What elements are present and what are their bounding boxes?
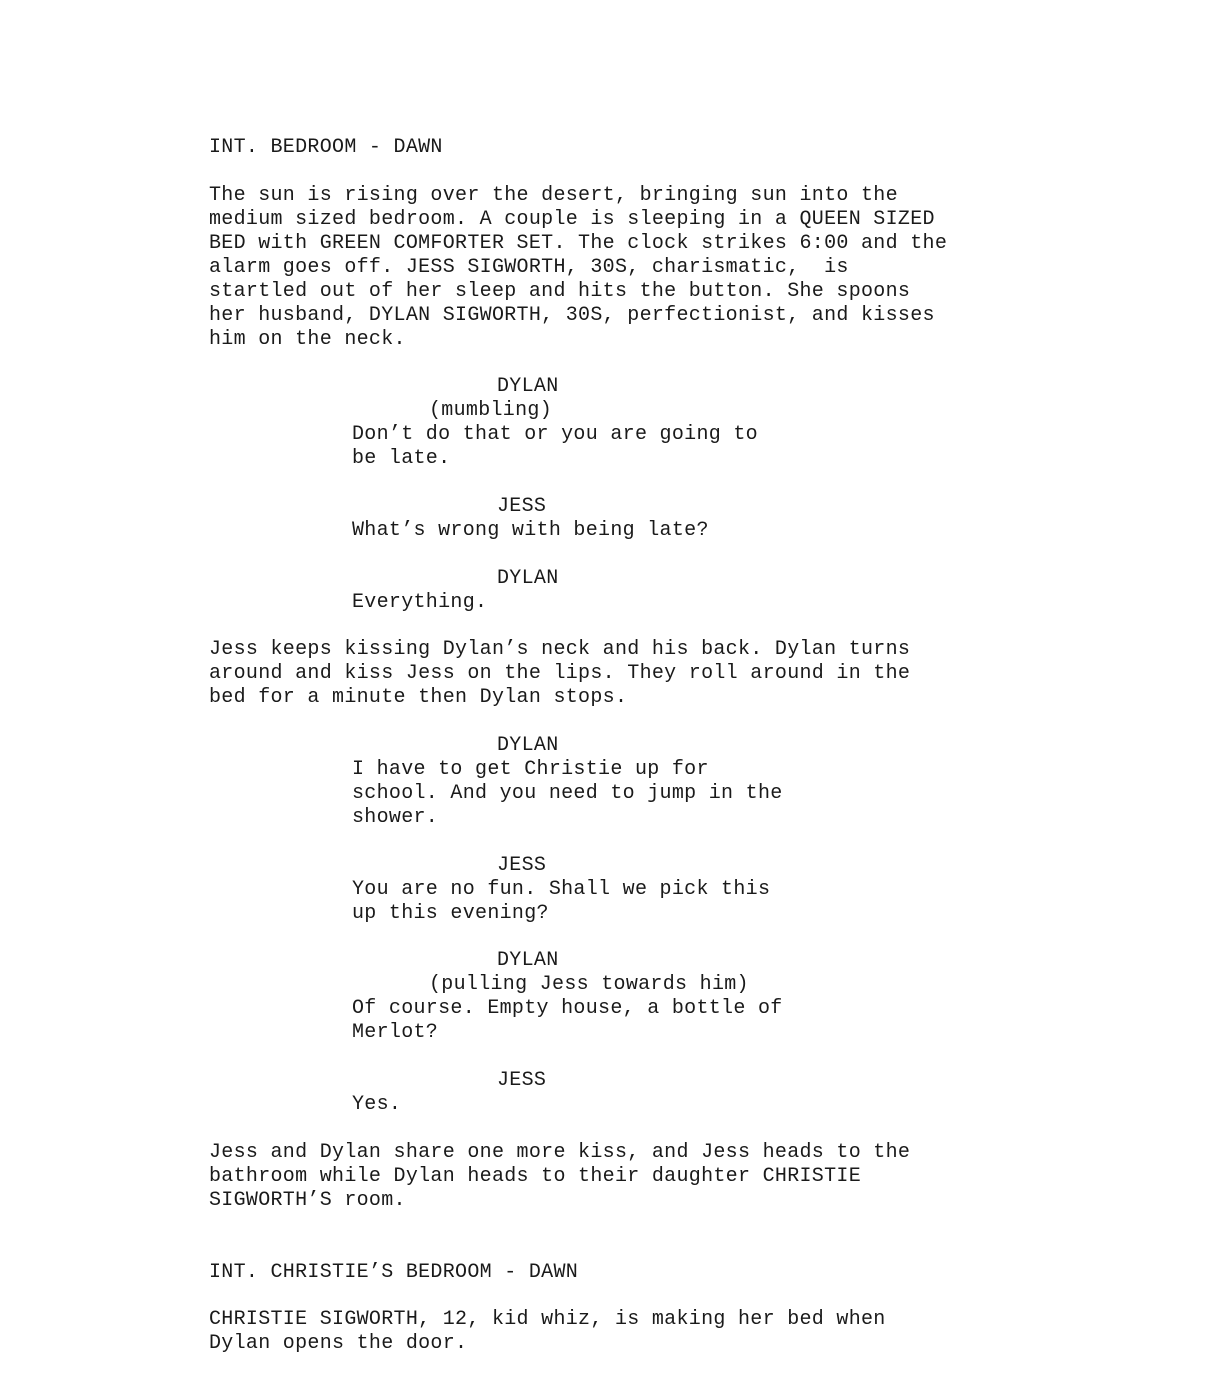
character-name: DYLAN [497, 567, 559, 590]
action-line: him on the neck. [209, 328, 406, 351]
action-line: her husband, DYLAN SIGWORTH, 30S, perfectionist, and kisses [209, 304, 935, 327]
action-line: Jess and Dylan share one more kiss, and Jess heads to the [209, 1141, 911, 1164]
character-name: DYLAN [497, 375, 559, 398]
action-line: bed for a minute then Dylan stops. [209, 686, 628, 709]
dialogue-line: You are no fun. Shall we pick this [352, 878, 771, 901]
action-line: startled out of her sleep and hits the button. She spoons [209, 280, 911, 303]
dialogue-line: Yes. [352, 1093, 402, 1116]
dialogue-line: Merlot? [352, 1021, 439, 1044]
action-line: Jess keeps kissing Dylan’s neck and his back. Dylan turns [209, 638, 911, 661]
character-name: JESS [497, 1069, 547, 1092]
scene-heading: INT. CHRISTIE’S BEDROOM - DAWN [209, 1261, 579, 1284]
dialogue-line: What’s wrong with being late? [352, 519, 709, 542]
dialogue-line: shower. [352, 806, 439, 829]
action-line: around and kiss Jess on the lips. They roll around in the [209, 662, 911, 685]
dialogue-line: Of course. Empty house, a bottle of [352, 997, 783, 1020]
action-line: The sun is rising over the desert, bringing sun into the [209, 184, 898, 207]
character-name: JESS [497, 495, 547, 518]
dialogue-line: up this evening? [352, 902, 549, 925]
parenthetical: (mumbling) [429, 399, 553, 422]
character-name: DYLAN [497, 949, 559, 972]
dialogue-line: be late. [352, 447, 451, 470]
action-line: SIGWORTH’S room. [209, 1189, 406, 1212]
action-line: Dylan opens the door. [209, 1332, 468, 1355]
dialogue-line: Don’t do that or you are going to [352, 423, 758, 446]
action-line: alarm goes off. JESS SIGWORTH, 30S, charismatic, is [209, 256, 849, 279]
action-line: BED with GREEN COMFORTER SET. The clock strikes 6:00 and the [209, 232, 948, 255]
action-line: CHRISTIE SIGWORTH, 12, kid whiz, is making her bed when [209, 1308, 886, 1331]
dialogue-line: school. And you need to jump in the [352, 782, 783, 805]
action-line: bathroom while Dylan heads to their daughter CHRISTIE [209, 1165, 862, 1188]
dialogue-line: Everything. [352, 591, 488, 614]
action-line: medium sized bedroom. A couple is sleeping in a QUEEN SIZED [209, 208, 935, 231]
character-name: JESS [497, 854, 547, 877]
parenthetical: (pulling Jess towards him) [429, 973, 749, 996]
scene-heading: INT. BEDROOM - DAWN [209, 136, 443, 159]
character-name: DYLAN [497, 734, 559, 757]
dialogue-line: I have to get Christie up for [352, 758, 709, 781]
